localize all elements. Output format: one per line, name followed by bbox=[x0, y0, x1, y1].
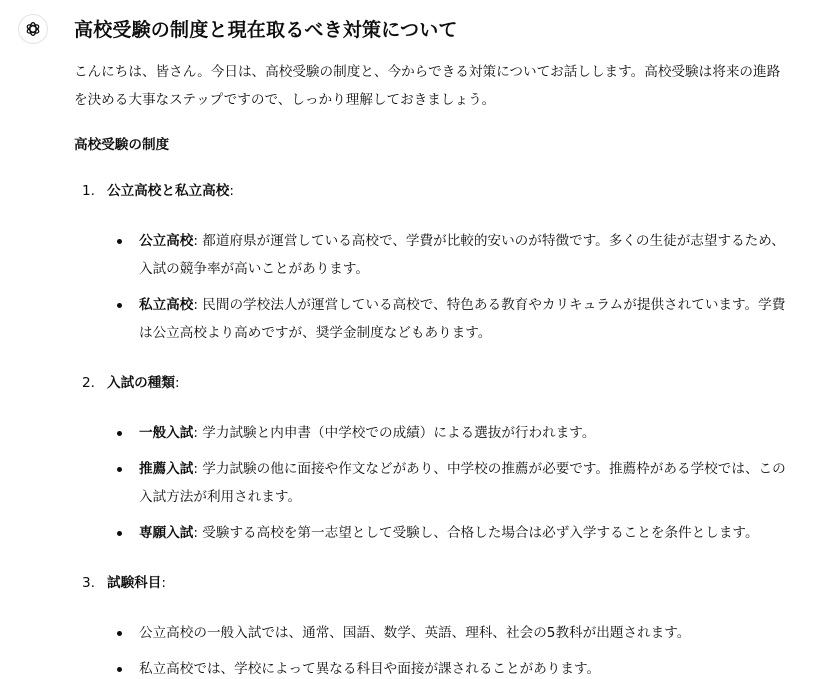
section-title: 入試の種類 bbox=[107, 375, 175, 391]
section-header bbox=[82, 177, 794, 205]
bullet-icon bbox=[117, 467, 122, 472]
section-colon: : bbox=[161, 575, 166, 591]
item-sep: : bbox=[193, 233, 203, 249]
item-sep: : bbox=[193, 461, 203, 477]
sub-list bbox=[107, 419, 794, 547]
item-text: 学力試験の他に面接や作文などがあり、中学校の推薦が必要です。推薦枠がある学校では、この入試方法が利用されます。 bbox=[139, 461, 786, 505]
section-item bbox=[74, 569, 794, 679]
assistant-message bbox=[74, 16, 794, 679]
list-item bbox=[107, 619, 795, 647]
item-term: 公立高校 bbox=[139, 233, 194, 249]
section-number: 3. bbox=[82, 575, 95, 591]
item-sep: : bbox=[193, 525, 203, 541]
item-text: 私立高校では、学校によって異なる科目や面接が課されることがあります。 bbox=[139, 661, 601, 677]
section-item bbox=[74, 177, 794, 347]
sub-list bbox=[107, 619, 794, 679]
item-sep: : bbox=[193, 425, 203, 441]
section-header bbox=[82, 369, 794, 397]
section-colon: : bbox=[174, 375, 180, 391]
item-text: 受験する高校を第一志望として受験し、合格した場合は必ず入学することを条件とします。 bbox=[202, 525, 759, 541]
bullet-icon bbox=[117, 303, 122, 308]
section-header bbox=[82, 569, 794, 597]
bullet-icon bbox=[117, 667, 122, 672]
item-text: 都道府県が運営している高校で、学費が比較的安いのが特徴です。多くの生徒が志望するため、入試の競争率が高いことがあります。 bbox=[139, 233, 785, 277]
section-item bbox=[74, 369, 794, 547]
item-sep: : bbox=[193, 297, 203, 313]
item-term: 私立高校 bbox=[139, 297, 194, 313]
assistant-avatar bbox=[18, 14, 48, 44]
list-item bbox=[107, 519, 795, 547]
item-term: 専願入試 bbox=[139, 525, 194, 541]
item-text: 学力試験と内申書（中学校での成績）による選抜が行われます。 bbox=[202, 425, 596, 441]
bullet-icon bbox=[117, 531, 122, 536]
section-colon: : bbox=[229, 183, 234, 199]
openai-logo-icon bbox=[24, 20, 42, 38]
intro-paragraph: こんにちは、皆さん。今日は、高校受験の制度と、今からできる対策についてお話しします。高校受験は将来の進路を決める大事なステップですので、しっかり理解しておきましょう。 bbox=[74, 64, 781, 108]
section-title: 試験科目 bbox=[107, 575, 162, 591]
section-list bbox=[74, 177, 794, 679]
section-title: 公立高校と私立高校 bbox=[107, 183, 230, 199]
section-heading: 高校受験の制度 bbox=[74, 137, 170, 153]
sub-list bbox=[107, 227, 794, 347]
bullet-icon bbox=[117, 239, 122, 244]
list-item bbox=[107, 455, 795, 511]
list-item bbox=[107, 291, 795, 347]
section-number: 1. bbox=[82, 183, 95, 199]
bullet-icon bbox=[117, 631, 122, 636]
item-term: 推薦入試 bbox=[139, 461, 194, 477]
item-text: 公立高校の一般入試では、通常、国語、数学、英語、理科、社会の5教科が出題されます。 bbox=[139, 625, 691, 641]
item-term: 一般入試 bbox=[139, 425, 194, 441]
bullet-icon bbox=[117, 431, 122, 436]
list-item bbox=[107, 655, 795, 679]
item-text: 民間の学校法人が運営している高校で、特色ある教育やカリキュラムが提供されています。学費は公立高校より高めですが、奨学金制度などもあります。 bbox=[139, 297, 786, 341]
list-item bbox=[107, 419, 795, 447]
section-number: 2. bbox=[82, 375, 95, 391]
list-item bbox=[107, 227, 795, 283]
message-title: 高校受験の制度と現在取るべき対策について bbox=[74, 19, 458, 41]
